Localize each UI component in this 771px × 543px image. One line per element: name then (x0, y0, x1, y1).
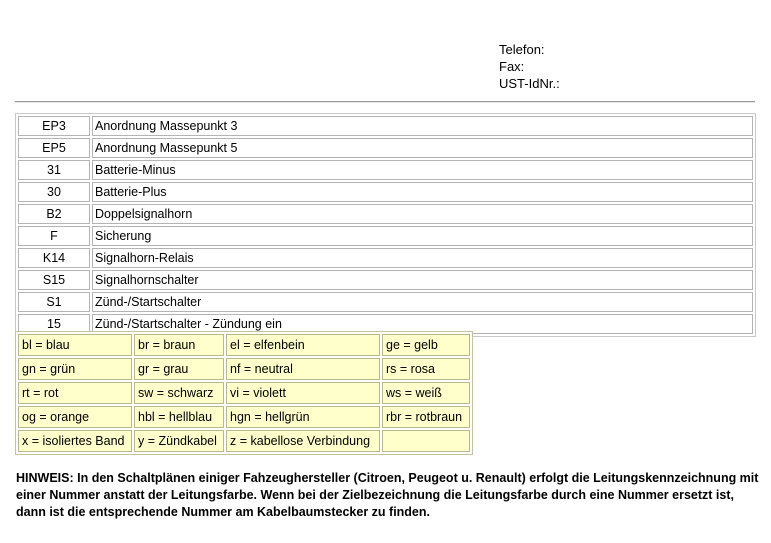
legend-row (18, 382, 470, 404)
wire-color-legend (15, 331, 473, 455)
legend-cell: hbl = hellblau (134, 406, 224, 428)
legend-row (18, 430, 470, 452)
component-description: Anordnung Massepunkt 5 (92, 138, 753, 158)
component-code: S1 (18, 292, 90, 312)
hint-note: HINWEIS: In den Schaltplänen einiger Fahzeughersteller (Citroen, Peugeot u. Renault) erfolgt die Leitungskennzeichnung mit einer Nummer anstatt der Leitungsfarbe. Wenn bei der Zielbezeichnung die Leitungsfarbe durch eine Nummer ersetzt ist, dann ist die entsprechende Nummer am Kabelbaumstecker zu finden. (16, 471, 759, 519)
component-code: B2 (18, 204, 90, 224)
vat-id-label: UST-IdNr.: (499, 76, 560, 91)
legend-cell: rt = rot (18, 382, 132, 404)
component-description: Doppelsignalhorn (92, 204, 753, 224)
legend-cell: y = Zündkabel (134, 430, 224, 452)
component-table-body (18, 116, 753, 334)
legend-cell: hgn = hellgrün (226, 406, 380, 428)
legend-cell: gr = grau (134, 358, 224, 380)
header-divider (15, 101, 755, 103)
component-code: S15 (18, 270, 90, 290)
phone-label: Telefon: (499, 42, 545, 57)
wire-color-legend-body (18, 334, 470, 452)
legend-cell: bl = blau (18, 334, 132, 356)
component-code: EP5 (18, 138, 90, 158)
legend-cell: nf = neutral (226, 358, 380, 380)
component-row (18, 160, 753, 180)
component-row (18, 248, 753, 268)
component-table (15, 113, 756, 337)
legend-cell: vi = violett (226, 382, 380, 404)
component-description: Signalhornschalter (92, 270, 753, 290)
legend-cell: og = orange (18, 406, 132, 428)
legend-row (18, 334, 470, 356)
legend-cell: rs = rosa (382, 358, 470, 380)
component-code: 15 (18, 314, 90, 334)
legend-cell: el = elfenbein (226, 334, 380, 356)
component-row (18, 116, 753, 136)
legend-cell (382, 430, 470, 452)
component-code: 30 (18, 182, 90, 202)
component-description: Zünd-/Startschalter (92, 292, 753, 312)
component-description: Batterie-Minus (92, 160, 753, 180)
legend-cell: br = braun (134, 334, 224, 356)
component-description: Zünd-/Startschalter - Zündung ein (92, 314, 753, 334)
component-description: Sicherung (92, 226, 753, 246)
component-row (18, 270, 753, 290)
contact-block (499, 41, 560, 92)
legend-cell: rbr = rotbraun (382, 406, 470, 428)
component-code: 31 (18, 160, 90, 180)
legend-cell: ge = gelb (382, 334, 470, 356)
component-description: Anordnung Massepunkt 3 (92, 116, 753, 136)
component-code: EP3 (18, 116, 90, 136)
legend-cell: ws = weiß (382, 382, 470, 404)
legend-cell: gn = grün (18, 358, 132, 380)
component-description: Signalhorn-Relais (92, 248, 753, 268)
legend-cell: x = isoliertes Band (18, 430, 132, 452)
component-code: K14 (18, 248, 90, 268)
legend-cell: sw = schwarz (134, 382, 224, 404)
component-row (18, 182, 753, 202)
legend-cell: z = kabellose Verbindung (226, 430, 380, 452)
legend-row (18, 358, 470, 380)
component-code: F (18, 226, 90, 246)
component-description: Batterie-Plus (92, 182, 753, 202)
component-row (18, 204, 753, 224)
legend-row (18, 406, 470, 428)
component-row (18, 226, 753, 246)
fax-label: Fax: (499, 59, 525, 74)
component-row (18, 292, 753, 312)
component-row (18, 138, 753, 158)
